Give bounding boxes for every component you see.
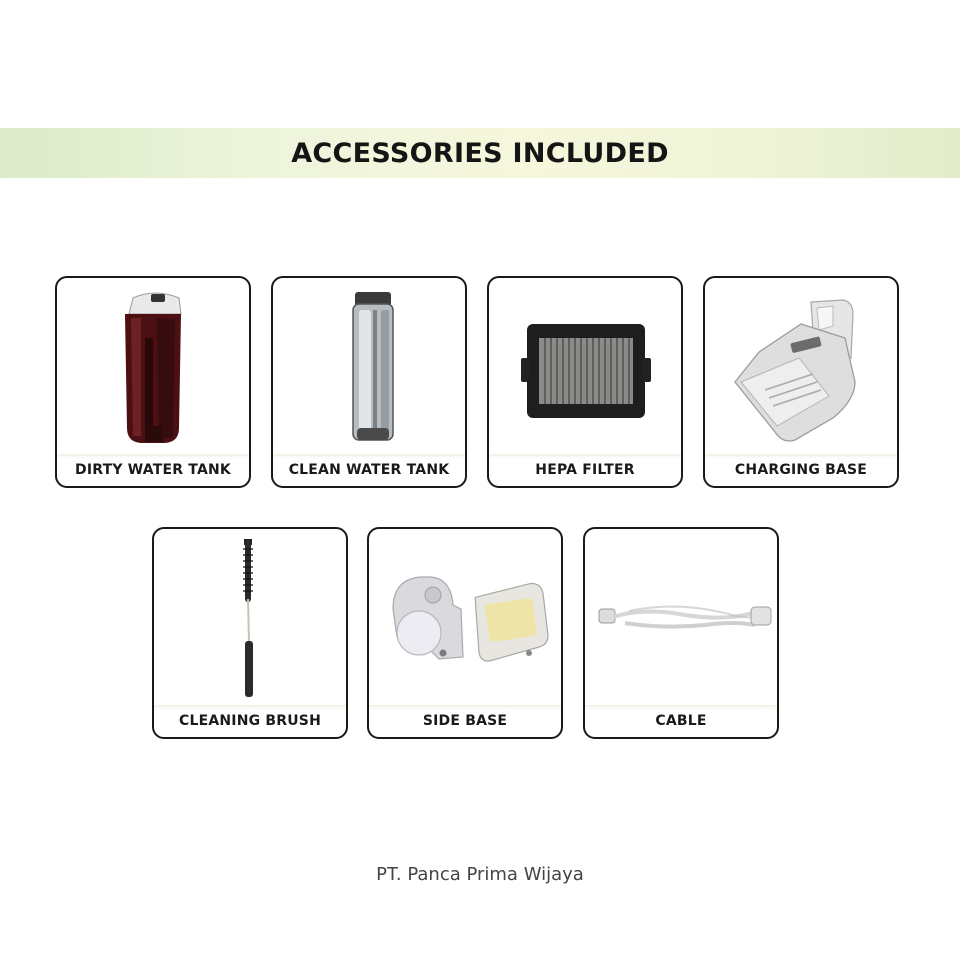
- hepa-filter-icon: [489, 278, 681, 456]
- charging-base-icon: [705, 278, 897, 456]
- page-title: ACCESSORIES INCLUDED: [291, 137, 669, 169]
- dirty-water-tank-icon: [57, 278, 249, 456]
- title-banner: [0, 128, 960, 178]
- accessory-card-cable: [583, 527, 779, 739]
- cleaning-brush-icon: [154, 529, 346, 707]
- accessory-card-dirty-water-tank: [55, 276, 251, 488]
- accessory-card-hepa-filter: [487, 276, 683, 488]
- accessory-card-clean-water-tank: [271, 276, 467, 488]
- accessory-label: SIDE BASE: [422, 713, 508, 729]
- accessory-label: CLEANING BRUSH: [178, 713, 322, 729]
- accessory-label: CABLE: [655, 713, 707, 729]
- accessory-card-cleaning-brush: [152, 527, 348, 739]
- accessory-label: CLEAN WATER TANK: [288, 462, 450, 478]
- accessory-label: DIRTY WATER TANK: [75, 462, 231, 478]
- accessory-label: HEPA FILTER: [535, 462, 635, 478]
- company-name: PT. Panca Prima Wijaya: [376, 864, 584, 885]
- accessory-card-charging-base: [703, 276, 899, 488]
- clean-water-tank-icon: [273, 278, 465, 456]
- cable-icon: [585, 529, 777, 707]
- accessory-label: CHARGING BASE: [734, 462, 868, 478]
- side-base-icon: [369, 529, 561, 707]
- accessory-card-side-base: [367, 527, 563, 739]
